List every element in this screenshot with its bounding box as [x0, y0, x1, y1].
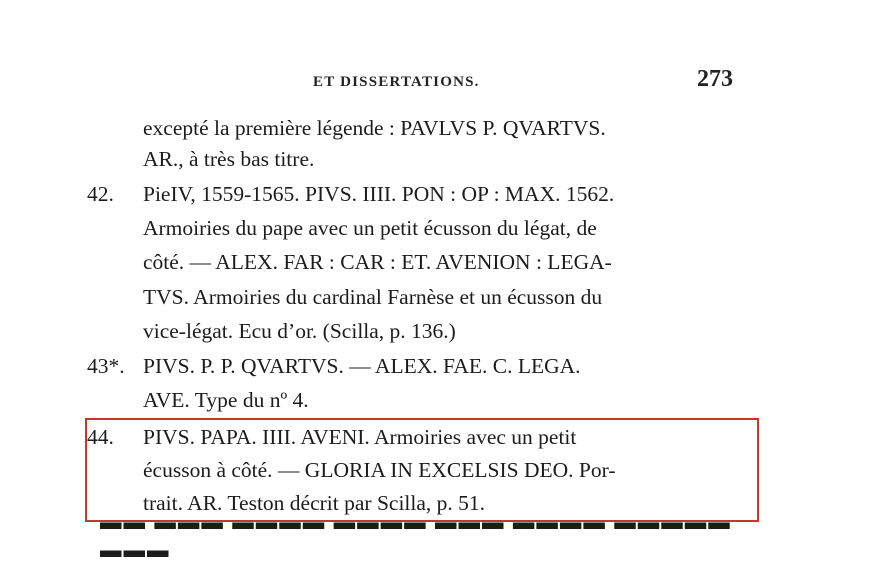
entry-line: vice-légat. Ecu d’or. (Scilla, p. 136.) — [143, 319, 456, 343]
entry-line: PieIV, 1559-1565. PIVS. IIII. PON : OP : MAX. 1562. — [143, 182, 615, 206]
entry-number: 44. — [87, 425, 114, 449]
entry-number: 43*. — [87, 354, 125, 378]
entry-number: 42. — [87, 182, 114, 206]
entry-line: TVS. Armoiries du cardinal Farnèse et un écusson du — [143, 285, 603, 309]
entry-line: écusson à côté. — GLORIA IN EXCELSIS DEO. Por- — [143, 458, 616, 482]
entry-line: AVE. Type du nº 4. — [143, 388, 309, 412]
entry-line: PIVS. PAPA. IIII. AVENI. Armoiries avec un petit — [143, 425, 577, 449]
entry-line: Armoiries du pape avec un petit écusson du légat, de — [143, 216, 597, 240]
continuation-line: AR., à très bas titre. — [143, 147, 315, 171]
cut-off-line: ▬▬ ▬▬▬ ▬▬▬▬ ▬▬▬▬ ▬▬▬ ▬▬▬▬ ▬▬▬▬▬ ▬▬▬ — [100, 510, 732, 562]
continuation-line: excepté la première légende : PAVLVS P. QVARTVS. — [143, 116, 606, 140]
entry-line: côté. — ALEX. FAR : CAR : ET. AVENION : LEGA- — [143, 250, 612, 274]
running-head: ET DISSERTATIONS. — [313, 74, 480, 90]
entry-line: PIVS. P. P. QVARTVS. — ALEX. FAE. C. LEGA. — [143, 354, 581, 378]
highlight-box — [85, 418, 759, 522]
page-number: 273 — [697, 66, 733, 92]
entry-line: trait. AR. Teston décrit par Scilla, p. 51. — [143, 491, 486, 515]
